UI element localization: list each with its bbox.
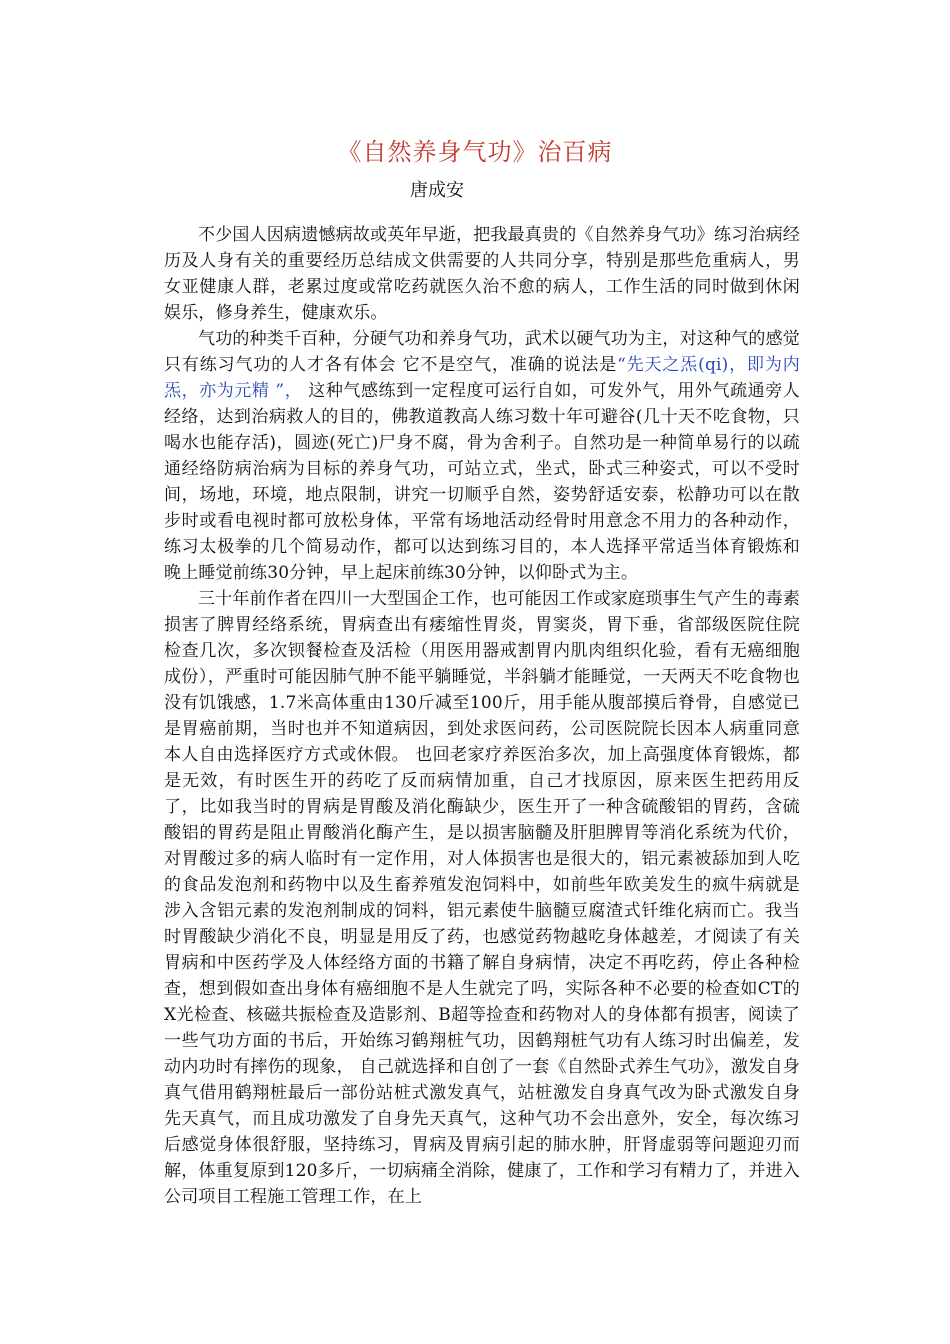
paragraph-2-text-b: 这种气感练到一定程度可运行自如，可发外气，用外气疏通旁人经络，达到治病救人的目的，佛教道教高人练习数十年可避谷(几十天不吃食物，只喝水也能存活)，圆迹(死亡)尸身不腐，骨为舍利子。自然功是一种简单易行的以疏通经络防病治病为目标的养身气功，可站立式，坐式，卧式三种姿式，可以不受时间，场地，环境，地点限制，讲究一切顺乎自然，姿势舒适安泰，松静功可以在散步时或看电视时都可放松身体，平常有场地活动经骨时用意念不用力的各种动作，练习太极拳的几个简易动作，都可以达到练习目的，本人选择平常适当体育锻炼和晚上睡觉前练30分钟，早上起床前练30分钟，以仰卧式为主。 xyxy=(164,381,800,583)
paragraph-3: 三十年前作者在四川一大型国企工作，也可能因工作或家庭琐事生气产生的毒素损害了脾胃经络系统，胃病查出有痿缩性胃炎，胃窦炎，胃下垂，省部级医院住院检查几次，多次钡餐检查及活检（用医用器戒割胃内肌肉组织化验，看有无癌细胞成份），严重时可能因肺气肿不能平躺睡觉，半斜躺才能睡觉，一天两天不吃食物也没有饥饿感，1.7米高体重由130斤减至100斤，用手能从腹部摸后脊骨，自感觉已是胃癌前期，当时也并不知道病因，到处求医问药，公司医院院长因本人病重同意本人自由选择医疗方式或休假。 也回老家疗养医治多次，加上高强度体育锻炼，都是无效，有时医生开的药吃了反而病情加重，自己才找原因，原来医生把药用反了，比如我当时的胃病是胃酸及消化酶缺少，医生开了一种含硫酸铝的胃药，含硫酸铝的胃药是阻止胃酸消化酶产生，是以损害脑髓及肝胆脾胃等消化系统为代价， 对胃酸过多的病人临时有一定作用，对人体损害也是很大的，铝元素被舔加到人吃的食品发泡剂和药物中以及生畜养殖发泡饲料中，如前些年欧美发生的疯牛病就是涉入含铝元素的发泡剂制成的饲料，铝元素使牛脑髓豆腐渣式钎维化病而亡。我当时胃酸缺少消化不良，明显是用反了药，也感觉药物越吃身体越差，才阅读了有关胃病和中医药学及人体经络方面的书籍了解自身病情，决定不再吃药，停止各种检查，想到假如查出身体有癌细胞不是人生就完了吗，实际各种不必要的检查如CT的X光检查、核磁共振检查及造影剂、B超等捡查和药物对人的身体都有损害，阅读了一些气功方面的书后，开始练习鹤翔桩气功，因鹤翔桩气功有人练习时出偏差，发动内功时有摔伤的现象， 自己就选择和自创了一套《自然卧式养生气功》，激发自身真气借用鹤翔桩最后一部份站桩式激发真气，站桩激发自身真气改为卧式激发自身先天真气，而且成功激发了自身先天真气，这种气功不会出意外，安全，每次练习后感觉身体很舒服，坚持练习，胃病及胃病引起的肺水肿，肝肾虚弱等问题迎刃而解，体重复原到120多斤，一切病痛全消除，健康了，工作和学习有精力了，并进入公司项目工程施工管理工作，在上 xyxy=(164,589,800,1207)
paragraph-1: 不少国人因病遗憾病故或英年早逝，把我最真贵的《自然养身气功》练习治病经历及人身有关的重要经历总结成文供需要的人共同分享，特别是那些危重病人，男女亚健康人群，老累过度或常吃药就医久治不愈的病人，工作生活的同时做到休闲娱乐，修身养生，健康欢乐。 xyxy=(164,225,800,323)
paragraph-2 xyxy=(164,326,800,586)
document-author: 唐成安 xyxy=(410,180,464,201)
document-title: 《自然养身气功》治百病 xyxy=(337,138,613,166)
paragraph-2-highlight: “先天之炁(qi)，即为内炁，亦为元精 ”， xyxy=(164,355,800,401)
paragraph-2-text-a: 气功的种类千百种，分硬气功和养身气功，武术以硬气功为主，对这种气的感觉只有练习气功的人才各有体会 它不是空气，准确的说法是 xyxy=(164,329,800,375)
document-body xyxy=(164,222,800,1210)
